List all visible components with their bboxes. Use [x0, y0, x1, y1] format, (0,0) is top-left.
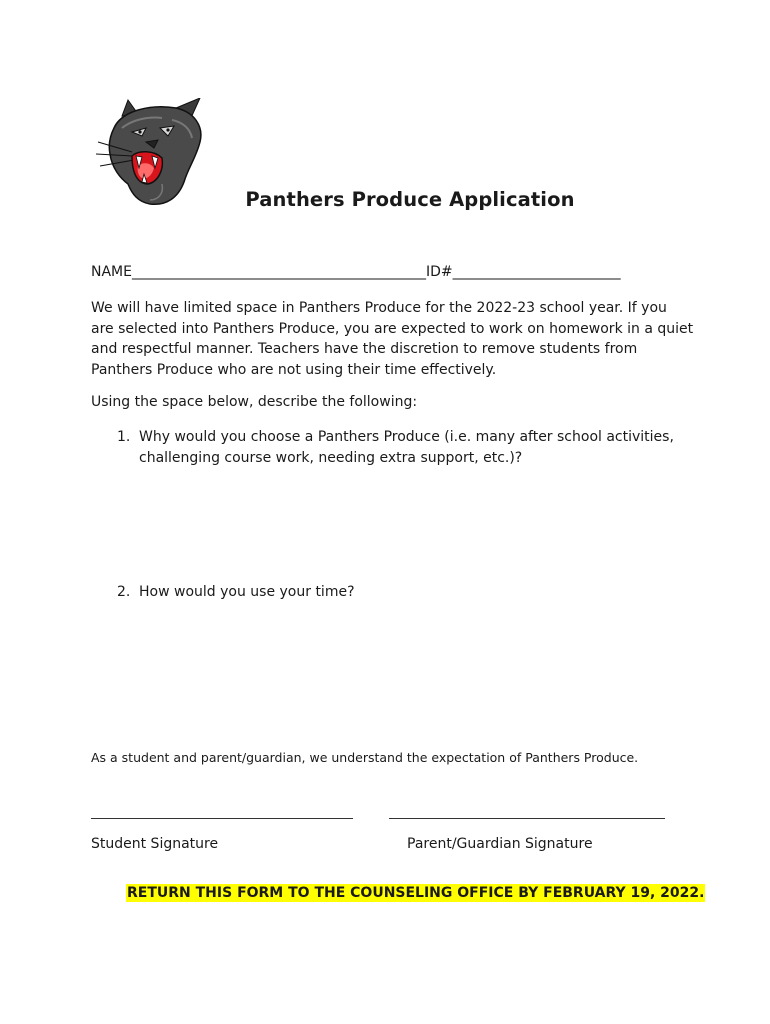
intro-paragraph	[91, 298, 694, 380]
intro-line: are selected into Panthers Produce, you are expected to work on homework in a quiet	[91, 320, 694, 337]
name-id-fields	[91, 264, 621, 280]
id-blank-field[interactable]: ________________________	[452, 264, 621, 280]
parent-signature-label: Parent/Guardian Signature	[407, 836, 593, 852]
intro-line: We will have limited space in Panthers Produce for the 2022-23 school year. If you	[91, 300, 667, 316]
question-text	[139, 427, 699, 468]
question-line: Why would you choose a Panthers Produce (i.e. many after school activities,	[139, 429, 674, 445]
return-notice: RETURN THIS FORM TO THE COUNSELING OFFICE BY FEBRUARY 19, 2022.	[127, 885, 705, 901]
question-line: How would you use your time?	[139, 584, 355, 600]
page-title: Panthers Produce Application	[245, 188, 575, 211]
parent-signature-line[interactable]	[389, 818, 665, 819]
name-label: NAME	[91, 264, 132, 280]
question-line: challenging course work, needing extra support, etc.)?	[139, 449, 523, 466]
student-signature-line[interactable]	[91, 818, 353, 819]
question-number: 2.	[117, 584, 131, 600]
student-signature-label: Student Signature	[91, 836, 219, 852]
name-blank-field[interactable]: __________________________________________	[131, 264, 426, 280]
intro-line: and respectful manner. Teachers have the discretion to remove students from	[91, 341, 638, 357]
question-number: 1.	[117, 429, 131, 445]
question-1	[117, 427, 717, 477]
question-2	[117, 582, 717, 607]
id-label: ID#	[425, 264, 453, 280]
agreement-statement: As a student and parent/guardian, we understand the expectation of Panthers Produce.	[91, 750, 639, 765]
question-text	[139, 582, 699, 603]
intro-line: Panthers Produce who are not using their time effectively.	[91, 361, 497, 378]
instructions-text: Using the space below, describe the following:	[91, 394, 418, 410]
